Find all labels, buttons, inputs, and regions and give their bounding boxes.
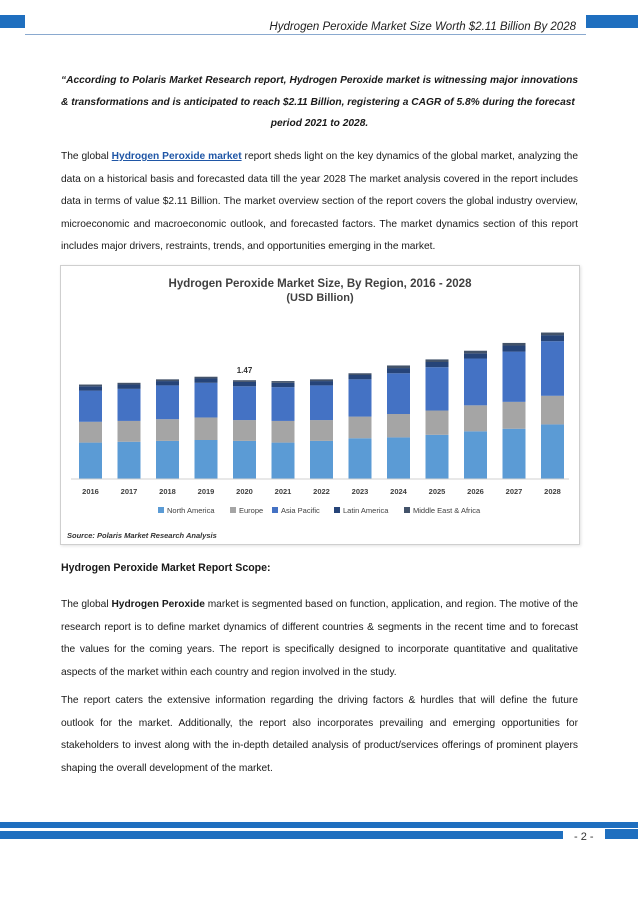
bar-2019-europe	[195, 417, 218, 440]
bar-2026-latin-america	[464, 353, 487, 358]
bar-2020-asia-pacific	[233, 386, 256, 420]
footer-accent-bar-right	[605, 829, 638, 839]
legend-label-north-america: North America	[167, 506, 215, 515]
bar-2023-europe	[349, 417, 372, 439]
legend-swatch-asia-pacific	[272, 507, 278, 513]
chart-title: Hydrogen Peroxide Market Size, By Region, 2016 - 2028	[168, 278, 472, 290]
bar-2021-latin-america	[272, 383, 295, 387]
bar-2021-asia-pacific	[272, 387, 295, 421]
quote-line-2: period 2021 to 2028.	[270, 118, 369, 129]
scope-p1-body: market is segmented based on function, application, and region. The motive of the research report is to define market dynamics of different countries & segments in the recent time and to forecast the values for the coming years. The report is specifically designed to incorporate quantitative and qualitative aspects of the market within each country and region involved in the study.	[61, 599, 578, 678]
bar-2024-north-america	[387, 437, 410, 479]
x-tick-2025: 2025	[428, 487, 446, 496]
legend-label-middle-east-africa: Middle East & Africa	[413, 506, 481, 515]
bar-2018-middle-east-africa	[156, 379, 179, 381]
bar-2020-latin-america	[233, 382, 256, 386]
x-tick-2016: 2016	[82, 487, 99, 496]
page-number: - 2 -	[574, 831, 594, 843]
bar-2018-latin-america	[156, 381, 179, 385]
intro-paragraph	[61, 146, 578, 259]
bar-2028-north-america	[541, 424, 564, 479]
x-tick-2017: 2017	[120, 487, 138, 496]
scope-paragraph-2: The report caters the extensive information regarding the driving factors & hurdles that will define the future outlook for the market. Additionally, the report also incorporates prevailing and emerging opportunities for stakeholders to invest along with the in-depth detailed analysis of product/services offerings of prominent players shaping the overall development of the market.	[61, 695, 578, 774]
footer-accent-bar	[0, 822, 638, 828]
chart-source: Source: Polaris Market Research Analysis	[67, 531, 217, 540]
bar-2019-asia-pacific	[195, 383, 218, 418]
x-tick-2019: 2019	[197, 487, 215, 496]
bar-2022-europe	[310, 420, 333, 441]
x-tick-2020: 2020	[236, 487, 253, 496]
x-tick-2028: 2028	[544, 487, 561, 496]
bar-2022-middle-east-africa	[310, 379, 333, 381]
intro-body: report sheds light on the key dynamics of the global market, analyzing the data on a historical basis and forecasted data till the year 2028 The market analysis covered in the report includes data in terms of value $2.11 Billion. The market overview section of the report covers the global industry overview, microeconomic and macroeconomic outlook, and forecasted factors. The market dynamics section of this report includes major drivers, restraints, trends, and opportunities emerging in the market.	[61, 151, 578, 252]
bar-2025-middle-east-africa	[426, 359, 449, 362]
bar-2020-north-america	[233, 441, 256, 479]
header-accent-bar-right	[586, 15, 638, 28]
legend-swatch-latin-america	[334, 507, 340, 513]
x-tick-2026: 2026	[467, 487, 484, 496]
bar-2017-middle-east-africa	[118, 383, 141, 385]
x-tick-2023: 2023	[351, 487, 369, 496]
legend-label-europe: Europe	[239, 506, 264, 515]
bar-2017-north-america	[118, 442, 141, 479]
x-tick-2022: 2022	[313, 487, 330, 496]
header-divider	[25, 34, 586, 35]
bar-2019-middle-east-africa	[195, 377, 218, 379]
market-size-chart	[60, 265, 580, 545]
bar-2024-europe	[387, 414, 410, 437]
bar-2027-latin-america	[503, 346, 526, 352]
bar-2028-asia-pacific	[541, 341, 564, 396]
bar-2022-latin-america	[310, 381, 333, 385]
scope-heading: Hydrogen Peroxide Market Report Scope:	[61, 562, 271, 574]
bar-2016-middle-east-africa	[79, 385, 102, 387]
legend-swatch-europe	[230, 507, 236, 513]
chart-svg	[61, 266, 579, 544]
bar-2025-asia-pacific	[426, 367, 449, 410]
bar-2026-north-america	[464, 431, 487, 479]
bar-2018-asia-pacific	[156, 385, 179, 419]
header-title: Hydrogen Peroxide Market Size Worth $2.11 Billion By 2028	[269, 21, 576, 33]
bar-2022-north-america	[310, 441, 333, 479]
bar-2028-middle-east-africa	[541, 333, 564, 336]
legend-swatch-middle-east-africa	[404, 507, 410, 513]
bar-2021-europe	[272, 421, 295, 443]
bar-2018-north-america	[156, 441, 179, 479]
bar-2023-latin-america	[349, 375, 372, 379]
bar-2026-asia-pacific	[464, 359, 487, 406]
bar-2021-middle-east-africa	[272, 381, 295, 383]
bar-2017-europe	[118, 421, 141, 442]
legend-label-asia-pacific: Asia Pacific	[281, 506, 320, 515]
bar-2027-middle-east-africa	[503, 343, 526, 346]
bar-2025-europe	[426, 411, 449, 435]
chart-subtitle: (USD Billion)	[286, 292, 354, 304]
bar-2027-asia-pacific	[503, 352, 526, 402]
bar-2018-europe	[156, 419, 179, 441]
footer-accent-bar-lower	[0, 831, 563, 839]
bar-2028-latin-america	[541, 335, 564, 341]
bar-2023-asia-pacific	[349, 379, 372, 416]
bar-2025-latin-america	[426, 362, 449, 367]
bar-2023-middle-east-africa	[349, 373, 372, 375]
x-tick-2027: 2027	[505, 487, 523, 496]
intro-quote	[61, 70, 578, 135]
bar-2023-north-america	[349, 438, 372, 479]
scope-p1-bold: Hydrogen Peroxide	[111, 599, 205, 610]
bar-2027-north-america	[503, 429, 526, 479]
bar-2024-asia-pacific	[387, 373, 410, 414]
bar-2021-north-america	[272, 443, 295, 479]
bar-2028-europe	[541, 396, 564, 425]
bar-2022-asia-pacific	[310, 385, 333, 420]
bar-2019-north-america	[195, 440, 218, 479]
bar-2026-europe	[464, 405, 487, 431]
bar-2020-middle-east-africa	[233, 380, 256, 382]
scope-paragraph-1	[61, 594, 578, 684]
bar-2024-latin-america	[387, 368, 410, 373]
data-label-2020: 1.47	[236, 366, 253, 376]
bar-2020-europe	[233, 420, 256, 441]
bar-2016-north-america	[79, 443, 102, 479]
bar-2026-middle-east-africa	[464, 351, 487, 354]
bar-2025-north-america	[426, 435, 449, 479]
intro-prefix: The global	[61, 151, 112, 162]
bar-2019-latin-america	[195, 378, 218, 382]
x-tick-2024: 2024	[390, 487, 407, 496]
bar-2017-asia-pacific	[118, 389, 141, 421]
bar-2016-asia-pacific	[79, 391, 102, 422]
quote-line-1: “According to Polaris Market Research report, Hydrogen Peroxide market is witnessing major innovations & transformations and is anticipated to reach $2.11 Billion, registering a CAGR of 5.8% during the forecast	[61, 75, 578, 108]
legend-label-latin-america: Latin America	[343, 506, 389, 515]
legend-swatch-north-america	[158, 507, 164, 513]
x-tick-2021: 2021	[274, 487, 292, 496]
hydrogen-peroxide-market-link[interactable]: Hydrogen Peroxide market	[111, 151, 242, 162]
bar-2024-middle-east-africa	[387, 365, 410, 368]
scope-p1-prefix: The global	[61, 599, 112, 610]
bar-2017-latin-america	[118, 385, 141, 389]
bar-2027-europe	[503, 402, 526, 429]
bar-2016-europe	[79, 422, 102, 443]
x-tick-2018: 2018	[159, 487, 176, 496]
bar-2016-latin-america	[79, 386, 102, 390]
